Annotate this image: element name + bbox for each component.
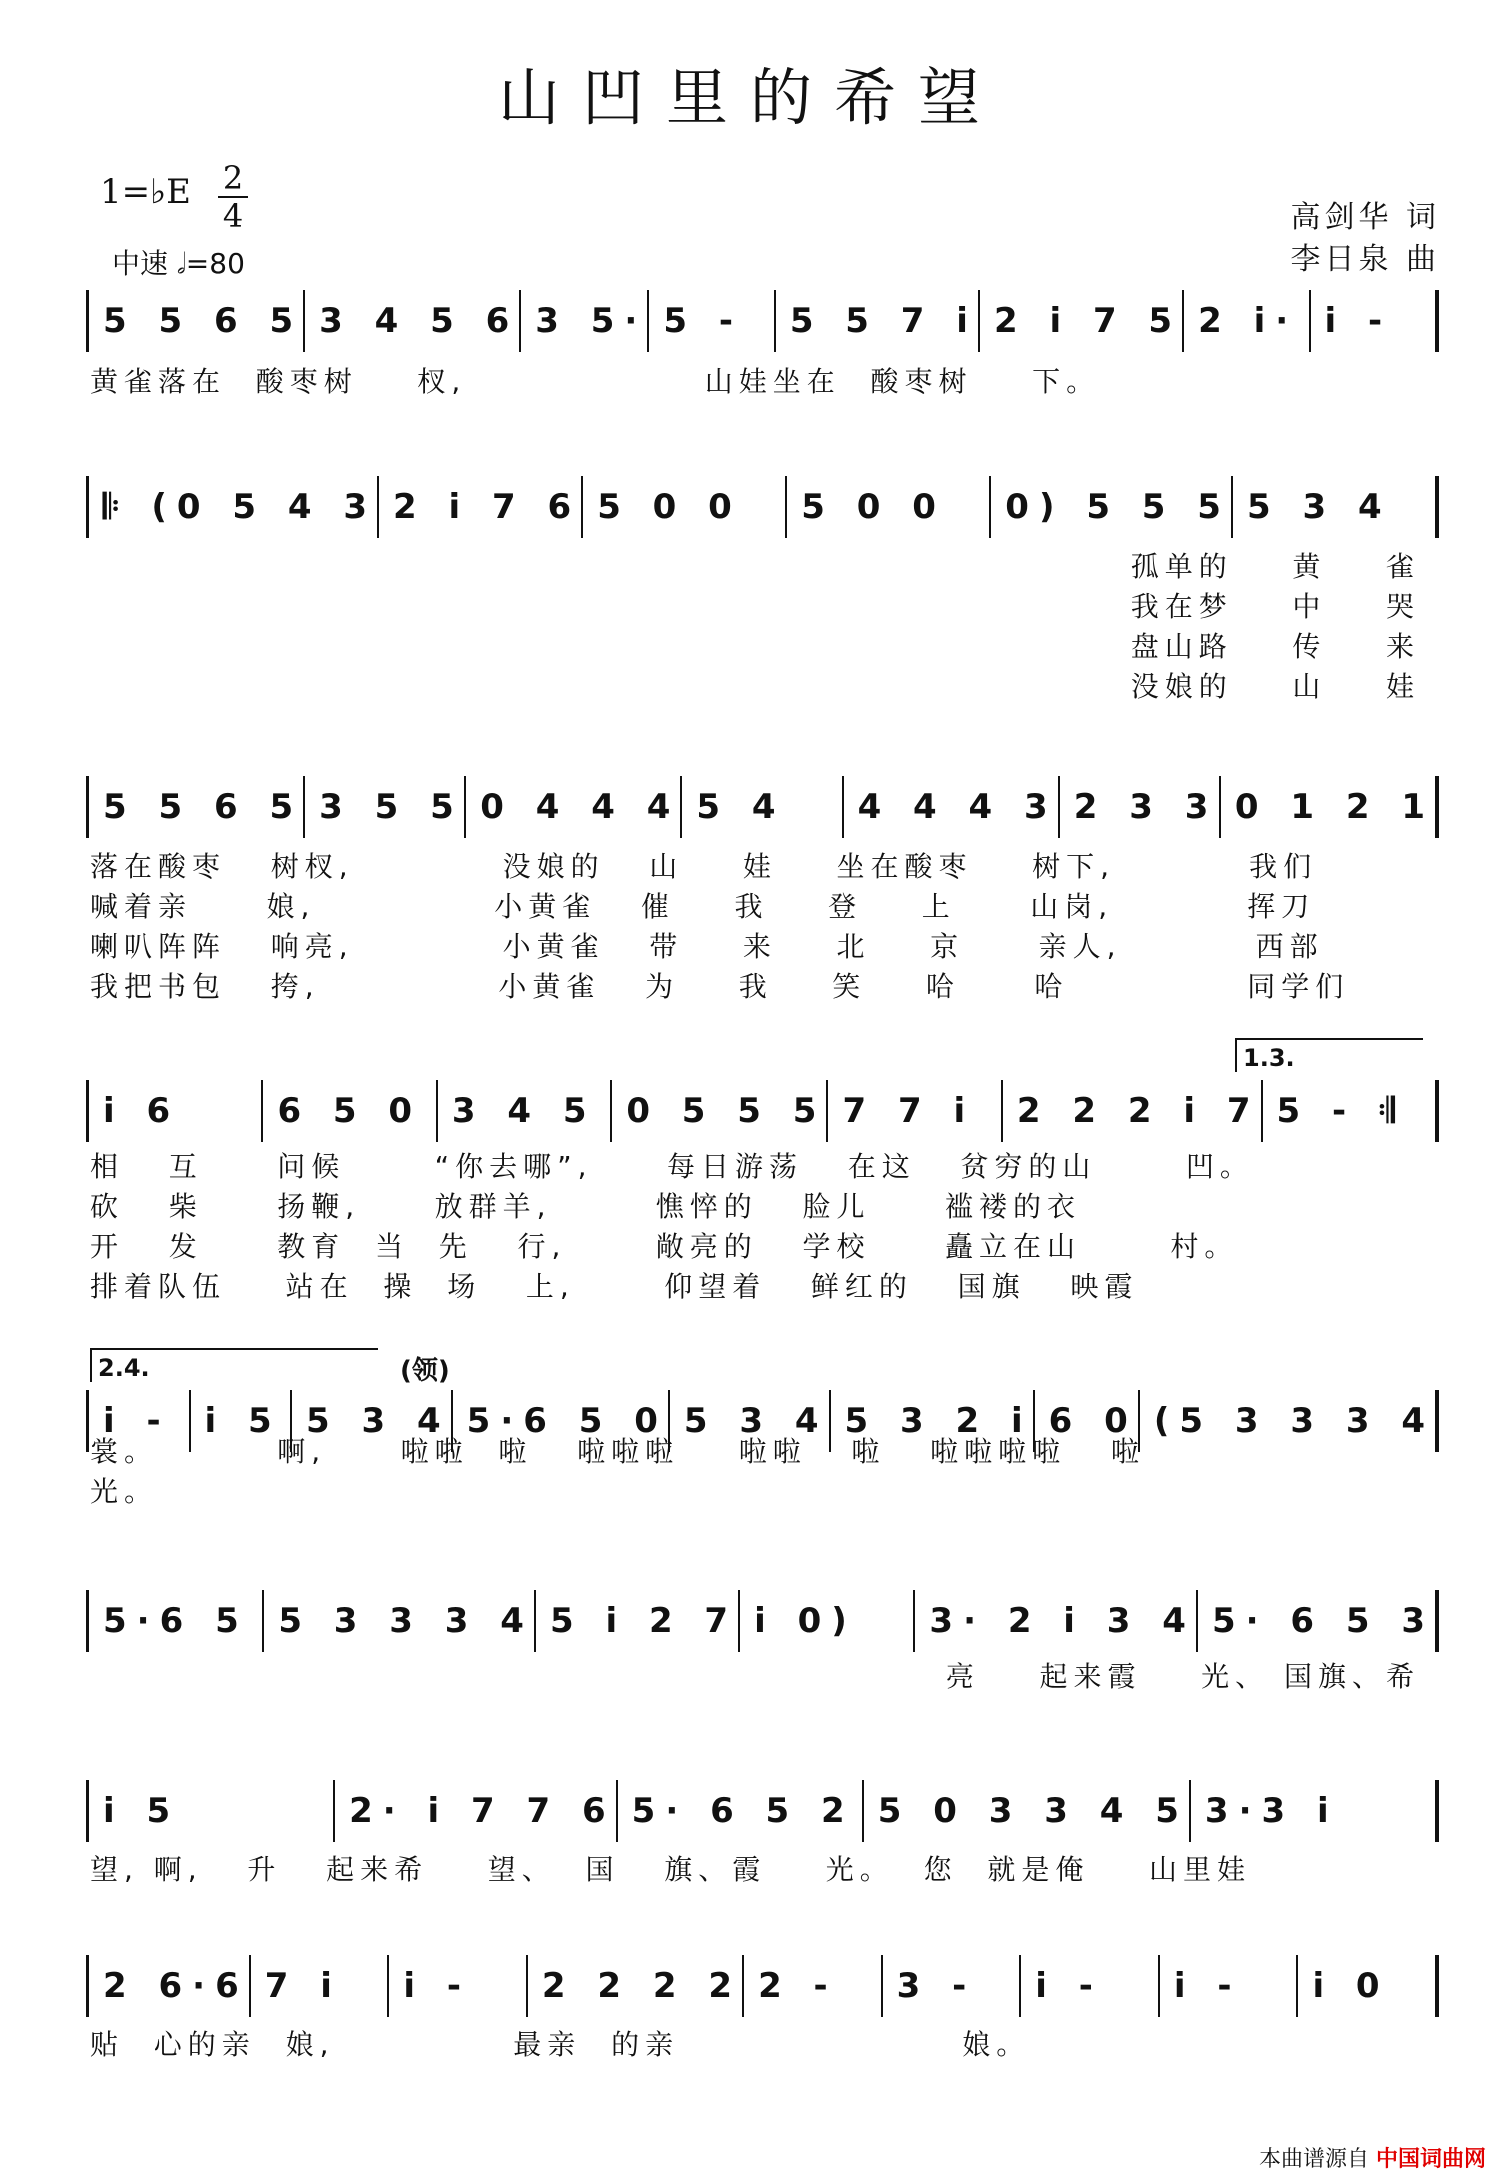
measure: 5 3 3 3 4	[264, 1590, 536, 1652]
time-signature: 2 4	[218, 160, 248, 234]
lyricist-credit: 高剑华 词	[1290, 200, 1440, 235]
measure: 0 5 5 5	[612, 1080, 828, 1142]
measure: 5 -	[649, 290, 775, 352]
lyric-line: 相 互 问候 “你去哪”, 每日游荡 在这 贫穷的山 凹。	[90, 1150, 1254, 1183]
measure: i -	[1311, 290, 1439, 352]
lyric-line: 喊着亲 娘, 小黄雀 催 我 登 上 山岗, 挥刀	[90, 890, 1316, 923]
measure: 3 5·	[521, 290, 649, 352]
lyric-line: 我在梦 中 哭	[1130, 590, 1420, 623]
lyric-line: 孤单的 黄 雀	[1130, 550, 1420, 583]
measure: 5 3 2 i	[831, 1390, 1035, 1452]
measure: 5 0 0	[583, 476, 787, 538]
measure: i 0)	[740, 1590, 915, 1652]
key-signature: 1=♭E	[100, 172, 191, 212]
measure: 2 2 2 2	[528, 1955, 744, 2017]
measure: 3·3 i	[1191, 1780, 1439, 1842]
footer-source: 本曲谱源自 中国词曲网	[1258, 2147, 1486, 2172]
measure: 3 5 5	[305, 776, 466, 838]
lyric-line: 裳。 啊, 啦啦 啦 啦啦啦 啦啦 啦 啦啦啦啦 啦	[90, 1435, 1145, 1468]
measure: 𝄆 (0 5 4 3	[89, 476, 379, 538]
lyric-line: 排着队伍 站在 操 场 上, 仰望着 鲜红的 国旗 映霞	[90, 1270, 1139, 1303]
measure: i 5	[89, 1780, 335, 1842]
measure: i 6	[89, 1080, 263, 1142]
measure: i 5	[191, 1390, 293, 1452]
lyric-line: 喇叭阵阵 响亮, 小黄雀 带 来 北 京 亲人, 西部	[90, 930, 1324, 963]
measure: 2 6·6	[89, 1955, 251, 2017]
measure: 5 0 0	[787, 476, 991, 538]
measure: (5 3 3 3 4	[1140, 1390, 1439, 1452]
measure: 0 4 4 4	[466, 776, 682, 838]
measure: 5·6 5 0	[453, 1390, 670, 1452]
measure: 6 5 0	[263, 1080, 437, 1142]
measure: 4 4 4 3	[844, 776, 1060, 838]
measure: 5·6 5	[89, 1590, 264, 1652]
lyric-line: 望, 啊, 升 起来希 望、 国 旗、霞 光。 您 就是俺 山里娃	[90, 1853, 1252, 1886]
measure: 2 3 3	[1060, 776, 1221, 838]
lead-marking: (领)	[400, 1356, 450, 1386]
lyric-line: 开 发 教育 当 先 行, 敞亮的 学校 矗立在山 村。	[90, 1230, 1239, 1263]
notation-system-3	[86, 776, 1439, 838]
measure: i -	[89, 1390, 191, 1452]
notation-system-6	[86, 1590, 1439, 1652]
notation-system-2	[86, 476, 1439, 538]
composer-credit: 李日泉 曲	[1290, 242, 1440, 277]
measure: 2· i 7 7 6	[335, 1780, 618, 1842]
measure: 2 i·	[1184, 290, 1310, 352]
measure: 5 3 4	[670, 1390, 831, 1452]
lyric-line: 我把书包 挎, 小黄雀 为 我 笑 哈 哈 同学们	[90, 970, 1350, 1003]
measure: 5 5 6 5	[89, 776, 305, 838]
song-title: 山凹里的希望	[497, 61, 1002, 134]
measure: 7 7 i	[828, 1080, 1002, 1142]
lyric-line: 黄雀落在 酸枣树 杈, 山娃坐在 酸枣树 下。	[90, 365, 1101, 398]
measure: 5· 6 5 3	[1198, 1590, 1439, 1652]
measure: 5 i 2 7	[536, 1590, 740, 1652]
measure: 0) 5 5 5	[991, 476, 1233, 538]
measure: 3 4 5 6	[305, 290, 521, 352]
lyric-line: 没娘的 山 娃	[1130, 670, 1420, 703]
tempo-marking: 中速 𝅗𝅥=80	[112, 247, 245, 280]
measure: 2 -	[744, 1955, 883, 2017]
measure: 3· 2 i 3 4	[915, 1590, 1198, 1652]
measure: 5 3 4	[292, 1390, 453, 1452]
lyric-line: 落在酸枣 树杈, 没娘的 山 娃 坐在酸枣 树下, 我们	[90, 850, 1318, 883]
measure: 6 0	[1035, 1390, 1140, 1452]
measure: 5 5 7 i	[776, 290, 980, 352]
lyric-line: 贴 心的亲 娘, 最亲 的亲 娘。	[90, 2028, 1031, 2061]
lyric-line: 亮 起来霞 光、 国旗、希	[945, 1660, 1420, 1693]
lyric-line: 砍 柴 扬鞭, 放群羊, 憔悴的 脸儿 褴褛的衣	[90, 1190, 1082, 1223]
measure: 5 3 4	[1233, 476, 1439, 538]
lyric-line: 光。	[90, 1475, 159, 1508]
measure: 5· 6 5 2	[618, 1780, 864, 1842]
volta-bracket: 2.4.	[90, 1348, 378, 1382]
lyric-line: 盘山路 传 来	[1130, 630, 1420, 663]
measure: 5 5 6 5	[89, 290, 305, 352]
measure: 7 i	[251, 1955, 390, 2017]
measure: i 0	[1298, 1955, 1439, 2017]
measure: 5 4	[682, 776, 843, 838]
measure: 3 -	[883, 1955, 1022, 2017]
volta-bracket: 1.3.	[1235, 1038, 1423, 1072]
measure: 2 2 2 i 7	[1003, 1080, 1263, 1142]
measure: i -	[1160, 1955, 1299, 2017]
notation-system-7	[86, 1780, 1439, 1842]
notation-system-4	[86, 1080, 1439, 1142]
measure: 3 4 5	[438, 1080, 612, 1142]
measure: i -	[389, 1955, 528, 2017]
notation-system-1	[86, 290, 1439, 352]
measure: 5 0 3 3 4 5	[864, 1780, 1191, 1842]
measure: i -	[1021, 1955, 1160, 2017]
measure: 2 i 7 5	[980, 290, 1184, 352]
measure: 2 i 7 6	[379, 476, 583, 538]
measure: 0 1 2 1	[1221, 776, 1439, 838]
notation-system-8	[86, 1955, 1439, 2017]
measure: 5 - 𝄇	[1263, 1080, 1439, 1142]
